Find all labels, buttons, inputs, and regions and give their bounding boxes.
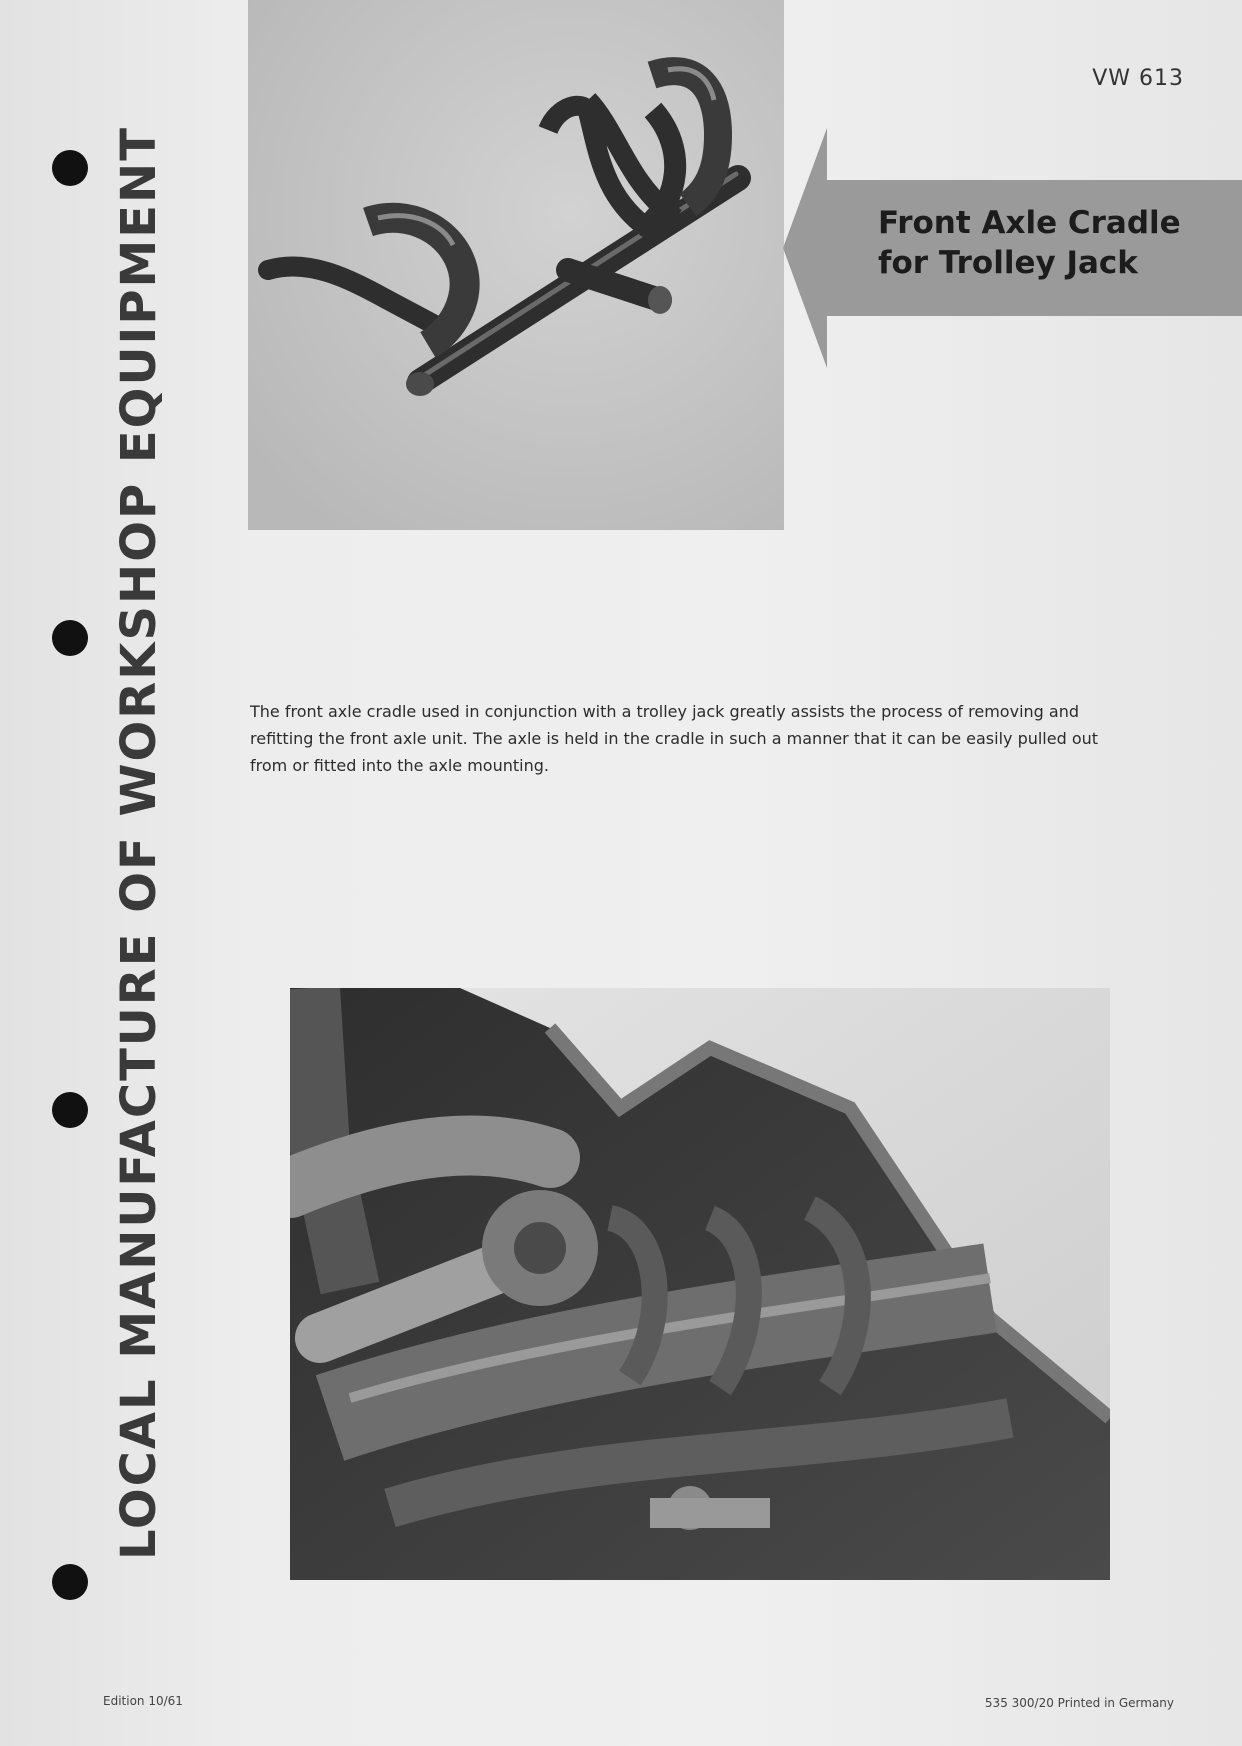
binder-hole-1 <box>52 150 88 186</box>
vertical-section-title: LOCAL MANUFACTURE OF WORKSHOP EQUIPMENT <box>111 126 167 1560</box>
edition-label: Edition 10/61 <box>103 1694 183 1708</box>
binder-hole-2 <box>52 620 88 656</box>
binder-hole-3 <box>52 1092 88 1128</box>
print-info: 535 300/20 Printed in Germany <box>984 1696 1174 1710</box>
title-line-1: Front Axle Cradle <box>878 205 1181 241</box>
description-paragraph: The front axle cradle used in conjunction with a trolley jack greatly assists the process of removing and refitting the front axle unit. The axle is held in the cradle in such a manner that it can be easily pulled out from or fitted into the axle mounting. <box>250 702 1099 775</box>
binder-hole-4 <box>52 1564 88 1600</box>
axle-installation-photo <box>290 988 1110 1580</box>
document-title <box>878 203 1181 283</box>
title-line-2: for Trolley Jack <box>878 245 1138 281</box>
document-code: VW 613 <box>1092 66 1184 91</box>
title-arrow <box>783 128 1242 368</box>
cradle-photo <box>248 0 784 530</box>
